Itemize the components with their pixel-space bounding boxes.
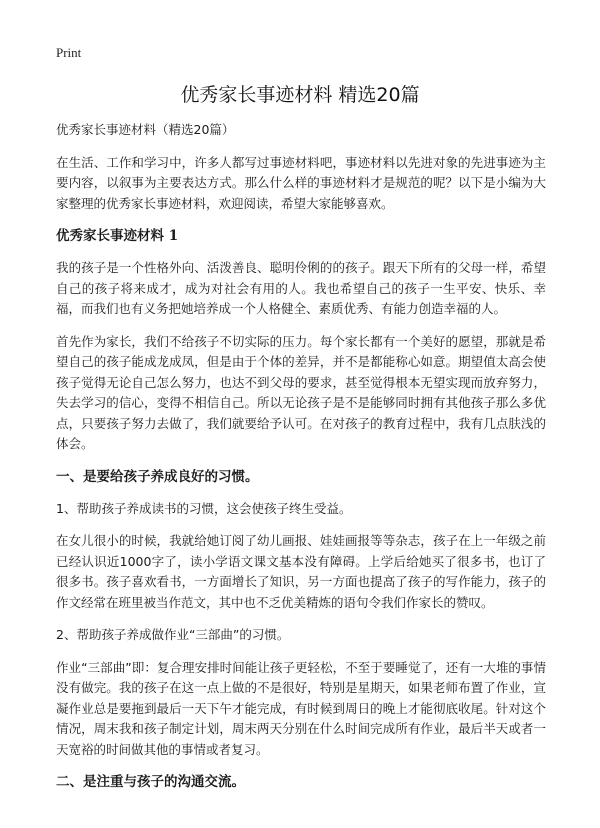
- list-item: 2、帮助孩子养成做作业“三部曲”的习惯。: [56, 627, 290, 642]
- subsection-heading: 一、是要给孩子养成良好的习惯。: [56, 468, 259, 485]
- subsection-heading: 二、是注重与孩子的沟通交流。: [56, 774, 245, 790]
- intro-paragraph: 在生活、工作和学习中，许多人都写过事迹材料吧，事迹材料以先进对象的先进事迹为主要内容，以叙事为主要表达方式。那么什么样的事迹材料才是规范的呢？以下是小编为大家整理的优秀家长事迹材料，欢迎阅读，希望大家能够喜欢。: [56, 154, 546, 211]
- document-subtitle: 优秀家长事迹材料（精选20篇）: [56, 122, 235, 137]
- paragraph: 作业“三部曲”即：复合理安排时间能让孩子更轻松，不至于要睡觉了，还有一大堆的事情没有做完。我的孩子在这一点上做的不是很好，特别是星期天，如果老师布置了作业，宣凝作业总是要拖到最后一天下午才能完成，有时候到周日的晚上才能彻底收尾。针对这个情况，周末我和孩子制定计划，周末两天分别在什么时间完成所有作业，最后半天或者一天宽裕的时间做其他的事情或者复习。: [56, 659, 546, 757]
- list-item: 1、帮助孩子养成读书的习惯，这会使孩子终生受益。: [56, 500, 352, 516]
- paragraph: 我的孩子是一个性格外向、活泼善良、聪明伶俐的的孩子。跟天下所有的父母一样，希望自己的孩子将来成才，成为对社会有用的人。我也希望自己的孩子一生平安、快乐、幸福，而我们也有义务把她培养成一个人格健全、素质优秀、有能力创造幸福的人。: [56, 260, 546, 316]
- document-body: [56, 120, 546, 804]
- paragraph: 首先作为家长，我们不给孩子不切实际的压力。每个家长都有一个美好的愿望，那就是希望自己的孩子能成龙成凤，但是由于个体的差异，并不是都能称心如意。期望值太高会使孩子觉得无论自己怎么努力，也达不到父母的要求，甚至觉得根本无望实现而放弃努力，失去学习的信心，变得不相信自己。所以无论孩子是不是能够同时拥有其他孩子那么多优点，只要孩子努力去做了，我们就要给予认可。在对孩子的教育过程中，我有几点肤浅的体会。: [56, 333, 546, 451]
- paragraph: 在女儿很小的时候，我就给她订阅了幼儿画报、娃娃画报等等杂志，孩子在上一年级之前已经认识近1000字了，读小学语文课文基本没有障碍。上学后给她买了很多书，也订了很多书。孩子喜欢看书，一方面增长了知识，另一方面也提高了孩子的写作能力，孩子的作文经常在班里被当作范文，其中也不乏优美精炼的语句令我们作家长的赞叹。: [56, 533, 546, 610]
- print-link[interactable]: Print: [56, 45, 82, 60]
- section-heading: 优秀家长事迹材料 1: [56, 228, 179, 244]
- document-title: 优秀家长事迹材料 精选20篇: [180, 84, 420, 106]
